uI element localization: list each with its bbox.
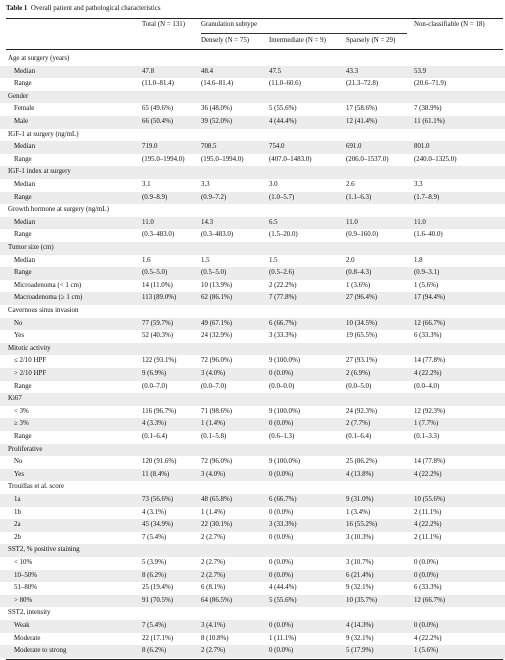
cell-total: 11 (8.4%) — [142, 470, 170, 478]
cell-intermediate: 5 (55.6%) — [269, 105, 297, 113]
cell-densely: 2 (2.7%) — [201, 571, 226, 579]
cell-total: 7 (5.4%) — [142, 533, 167, 541]
cell-total: 47.8 — [142, 67, 155, 75]
cell-densely: 24 (32.9%) — [201, 332, 233, 340]
section-label: Gender — [8, 92, 29, 100]
section-row — [0, 481, 505, 494]
cell-total: 52 (40.3%) — [142, 332, 174, 340]
cell-sparsely: (0.9–160.0) — [346, 231, 379, 239]
row-label: 2a — [14, 521, 21, 529]
cell-total: 113 (89.0%) — [142, 294, 177, 302]
table-row — [0, 66, 505, 79]
table-row — [0, 645, 505, 658]
section-row — [0, 607, 505, 620]
cell-densely: 64 (86.5%) — [201, 596, 233, 604]
cell-sparsely: 1 (3.4%) — [346, 508, 371, 516]
table-row — [0, 582, 505, 595]
cell-densely: (0.1–5.8) — [201, 433, 227, 440]
table-row — [0, 519, 505, 532]
section-label: IGF-1 index at surgery — [8, 168, 71, 176]
cell-intermediate: (1.0–5.7) — [269, 193, 295, 201]
cell-non-classifiable: 12 (66.7%) — [414, 319, 446, 327]
cell-densely: 2 (2.7%) — [201, 559, 226, 566]
cell-intermediate: 0 (0.0%) — [269, 622, 294, 629]
cell-sparsely: 9 (32.1%) — [346, 634, 374, 642]
table-row — [0, 595, 505, 608]
cell-densely: 71 (98.6%) — [201, 407, 233, 415]
cell-non-classifiable: (20.6–71.9) — [414, 80, 447, 88]
cell-intermediate: 47.5 — [269, 67, 282, 75]
cell-intermediate: 0 (0.0%) — [269, 559, 294, 566]
table-caption — [6, 5, 161, 12]
cell-total: (0.0–7.0) — [142, 382, 168, 390]
row-label: > 80% — [14, 596, 33, 604]
table-row — [0, 381, 505, 394]
cell-intermediate: 754.0 — [269, 143, 285, 151]
cell-non-classifiable: 7 (38.9%) — [414, 105, 442, 113]
cell-intermediate: (0.0–0.0) — [269, 382, 295, 390]
cell-densely: 39 (52.0%) — [201, 118, 233, 125]
cell-total: 4 (3.3%) — [142, 420, 167, 428]
cell-sparsely: 5 (17.9%) — [346, 647, 374, 655]
cell-densely: 1 (1.4%) — [201, 420, 226, 428]
section-label: Proliferative — [8, 445, 43, 453]
cell-sparsely: 9 (31.0%) — [346, 496, 374, 503]
cell-intermediate: (11.0–60.6) — [269, 80, 301, 88]
cell-densely: (195.0–1994.0) — [201, 155, 244, 163]
cell-total: 116 (96.7%) — [142, 407, 177, 415]
header-granulation-subtype: Granulation subtype — [201, 21, 258, 28]
table-row — [0, 620, 505, 633]
row-label: Median — [14, 181, 36, 188]
cell-sparsely: (0.0–5.0) — [346, 382, 372, 390]
section-row — [0, 544, 505, 557]
cell-sparsely: 25 (86.2%) — [346, 458, 378, 466]
section-row — [0, 53, 505, 66]
row-label: ≤ 2/10 HPF — [14, 357, 47, 365]
table-row — [0, 229, 505, 242]
cell-densely: 72 (96.0%) — [201, 357, 233, 365]
cell-densely: 3 (4.0%) — [201, 470, 226, 478]
cell-densely: 10 (13.9%) — [201, 281, 233, 289]
cell-sparsely: 6 (21.4%) — [346, 571, 374, 579]
row-label: Female — [14, 105, 35, 113]
row-label: Moderate to strong — [14, 647, 67, 655]
cell-total: (0.1–6.4) — [142, 433, 168, 440]
cell-total: 8 (6.2%) — [142, 571, 167, 579]
cell-sparsely: 2 (6.9%) — [346, 370, 371, 377]
cell-densely: (0.3–483.0) — [201, 231, 234, 239]
row-label: Yes — [14, 470, 25, 478]
cell-sparsely: 3 (10.3%) — [346, 533, 374, 541]
cell-sparsely: 2.6 — [346, 181, 355, 188]
cell-non-classifiable: 6 (33.3%) — [414, 584, 442, 592]
cell-total: 25 (19.4%) — [142, 584, 174, 592]
cell-densely: 62 (86.1%) — [201, 294, 233, 302]
cell-densely: 1.5 — [201, 256, 210, 264]
section-label: Growth hormone at surgery (ng/mL) — [8, 206, 109, 214]
cell-intermediate: 3 (33.3%) — [269, 332, 297, 340]
table-label: Table 1 — [6, 5, 28, 12]
cell-sparsely: 4 (13.8%) — [346, 470, 374, 478]
row-label: > 2/10 HPF — [14, 370, 47, 377]
row-label: < 3% — [14, 407, 29, 415]
table-title: Overall patient and pathological characteristics — [30, 5, 161, 12]
cell-densely: 1 (1.4%) — [201, 508, 226, 516]
cell-total: 122 (93.1%) — [142, 357, 177, 365]
cell-densely: 2 (2.7%) — [201, 647, 226, 655]
table-row — [0, 116, 505, 129]
cell-sparsely: 43.3 — [346, 67, 359, 75]
cell-non-classifiable: 11.0 — [414, 218, 426, 226]
cell-total: 5 (3.9%) — [142, 559, 167, 566]
table-row — [0, 292, 505, 305]
row-label: No — [14, 319, 23, 327]
header-intermediate: Intermediate (N = 9) — [269, 37, 326, 44]
cell-sparsely: (206.0–1537.0) — [346, 155, 389, 163]
cell-intermediate: 3.0 — [269, 181, 278, 188]
cell-intermediate: 6.5 — [269, 218, 278, 226]
table-row — [0, 355, 505, 368]
cell-non-classifiable: 3.3 — [414, 181, 423, 188]
cell-intermediate: 6 (66.7%) — [269, 319, 297, 327]
cell-intermediate: 9 (100.0%) — [269, 357, 301, 365]
cell-intermediate: 4 (44.4%) — [269, 584, 297, 592]
row-label: Weak — [14, 622, 30, 629]
cell-densely: 49 (67.1%) — [201, 319, 233, 327]
cell-total: 14 (11.0%) — [142, 281, 173, 289]
section-label: SST2, % positive staining — [8, 546, 80, 554]
row-label: Range — [14, 269, 32, 277]
cell-intermediate: 0 (0.0%) — [269, 647, 294, 655]
cell-total: (0.5–5.0) — [142, 269, 168, 277]
header-densely: Densely (N = 75) — [201, 37, 250, 44]
section-label: Tumor size (cm) — [8, 244, 54, 251]
cell-densely: 48 (65.8%) — [201, 496, 233, 503]
cell-total: 4 (3.1%) — [142, 508, 167, 516]
cell-total: (195.0–1994.0) — [142, 155, 185, 163]
section-label: Cavernous sinus invasion — [8, 307, 79, 314]
cell-non-classifiable: 10 (55.6%) — [414, 496, 446, 503]
cell-total: 65 (49.6%) — [142, 105, 174, 113]
cell-sparsely: 27 (96.4%) — [346, 294, 378, 302]
cell-non-classifiable: 11 (61.1%) — [414, 118, 445, 125]
cell-intermediate: 9 (100.0%) — [269, 458, 301, 466]
cell-non-classifiable: (0.9–3.1) — [414, 269, 440, 277]
section-row — [0, 242, 505, 255]
cell-intermediate: 7 (77.8%) — [269, 294, 297, 302]
cell-sparsely: (21.3–72.8) — [346, 80, 379, 88]
row-label: Median — [14, 143, 36, 151]
cell-densely: 36 (48.0%) — [201, 105, 233, 113]
cell-non-classifiable: 4 (22.2%) — [414, 470, 442, 478]
section-label: Trouillas et al. score — [8, 483, 65, 491]
row-label: 10–50% — [14, 571, 37, 579]
header-rule — [6, 49, 503, 50]
cell-non-classifiable: 4 (22.2%) — [414, 370, 442, 377]
cell-sparsely: 691.0 — [346, 143, 362, 151]
table-row — [0, 78, 505, 91]
section-row — [0, 166, 505, 179]
cell-intermediate: 3 (33.3%) — [269, 521, 297, 529]
row-label: Moderate — [14, 634, 41, 642]
row-label: Range — [14, 231, 32, 239]
table-row — [0, 418, 505, 431]
cell-intermediate: 4 (44.4%) — [269, 118, 297, 125]
row-label: Range — [14, 193, 32, 201]
cell-sparsely: (0.8–4.3) — [346, 269, 372, 277]
cell-intermediate: (0.5–2.6) — [269, 269, 295, 277]
cell-intermediate: (407.0–1483.0) — [269, 155, 312, 163]
cell-densely: 14.3 — [201, 218, 214, 226]
table-row — [0, 154, 505, 167]
cell-non-classifiable: 12 (66.7%) — [414, 596, 446, 604]
cell-total: 9 (6.9%) — [142, 370, 167, 377]
header-non-classifiable: Non-classifiable (N = 18) — [414, 21, 485, 28]
cell-intermediate: 0 (0.0%) — [269, 571, 294, 579]
cell-intermediate: (0.6–1.3) — [269, 433, 295, 440]
table-row — [0, 557, 505, 570]
row-label: Male — [14, 118, 29, 125]
cell-sparsely: 3 (10.7%) — [346, 559, 374, 566]
row-label: Microadenoma (< 1 cm) — [14, 281, 82, 289]
cell-sparsely: 10 (34.5%) — [346, 319, 378, 327]
cell-densely: 6 (8.1%) — [201, 584, 226, 592]
row-label: Median — [14, 67, 36, 75]
section-label: SST2, intensity — [8, 609, 51, 617]
row-label: Range — [14, 155, 32, 163]
cell-intermediate: (1.5–20.0) — [269, 231, 298, 239]
cell-non-classifiable: 1 (5.6%) — [414, 647, 439, 655]
table-row — [0, 633, 505, 646]
section-row — [0, 305, 505, 318]
table-row — [0, 456, 505, 469]
row-label: Yes — [14, 332, 25, 340]
section-row — [0, 393, 505, 406]
row-label: 51–80% — [14, 584, 37, 592]
cell-non-classifiable: 801.0 — [414, 143, 430, 151]
table-row — [0, 318, 505, 331]
cell-sparsely: 4 (14.3%) — [346, 622, 374, 629]
row-label: No — [14, 458, 23, 466]
cell-total: (0.3–483.0) — [142, 231, 175, 239]
cell-densely: 2 (2.7%) — [201, 533, 226, 541]
cell-non-classifiable: 14 (77.8%) — [414, 458, 446, 466]
table-row — [0, 570, 505, 583]
cell-total: 1.6 — [142, 256, 151, 264]
cell-densely: 3 (4.1%) — [201, 622, 226, 629]
cell-total: 11.0 — [142, 218, 154, 226]
cell-intermediate: 5 (55.6%) — [269, 596, 297, 604]
cell-sparsely: 17 (58.6%) — [346, 105, 378, 113]
cell-sparsely: 2 (7.7%) — [346, 420, 371, 428]
cell-non-classifiable: 2 (11.1%) — [414, 533, 442, 541]
cell-sparsely: 12 (41.4%) — [346, 118, 378, 125]
cell-non-classifiable: 53.9 — [414, 67, 427, 75]
cell-intermediate: 0 (0.0%) — [269, 420, 294, 428]
cell-non-classifiable: 4 (22.2%) — [414, 521, 442, 529]
cell-non-classifiable: 0 (0.0%) — [414, 559, 439, 566]
cell-total: 22 (17.1%) — [142, 634, 174, 642]
cell-densely: 48.4 — [201, 67, 214, 75]
table-row — [0, 267, 505, 280]
table-row — [0, 368, 505, 381]
cell-non-classifiable: 0 (0.0%) — [414, 622, 439, 629]
cell-intermediate: 0 (0.0%) — [269, 533, 294, 541]
cell-sparsely: 11.0 — [346, 218, 358, 226]
cell-non-classifiable: 17 (94.4%) — [414, 294, 446, 302]
row-label: Median — [14, 218, 36, 226]
cell-total: 719.0 — [142, 143, 158, 151]
cell-densely: 708.5 — [201, 143, 217, 151]
cell-non-classifiable: 14 (77.8%) — [414, 357, 446, 365]
header-sparsely: Sparsely (N = 29) — [346, 37, 396, 44]
cell-non-classifiable: 1.8 — [414, 256, 423, 264]
cell-total: 3.1 — [142, 181, 151, 188]
cell-densely: 8 (10.8%) — [201, 634, 229, 642]
section-row — [0, 444, 505, 457]
cell-non-classifiable: 6 (33.3%) — [414, 332, 442, 340]
cell-sparsely: 9 (32.1%) — [346, 584, 374, 592]
cell-total: (0.9–8.9) — [142, 193, 168, 201]
table-row — [0, 103, 505, 116]
row-label: ≥ 3% — [14, 420, 29, 428]
section-label: Ki67 — [8, 395, 22, 403]
cell-total: 7 (5.4%) — [142, 622, 167, 629]
cell-sparsely: 10 (35.7%) — [346, 596, 378, 604]
cell-densely: 3.3 — [201, 181, 210, 188]
cell-non-classifiable: 1 (5.6%) — [414, 281, 439, 289]
cell-sparsely: 27 (93.1%) — [346, 357, 378, 365]
cell-non-classifiable: (1.7–8.9) — [414, 193, 440, 201]
cell-non-classifiable: (1.6–40.0) — [414, 231, 443, 239]
section-row — [0, 129, 505, 142]
cell-total: 120 (91.6%) — [142, 458, 177, 466]
cell-non-classifiable: 4 (22.2%) — [414, 634, 442, 642]
table-row — [0, 532, 505, 545]
cell-total: 91 (70.5%) — [142, 596, 174, 604]
table-row — [0, 179, 505, 192]
cell-non-classifiable: (0.0–4.0) — [414, 382, 440, 390]
cell-non-classifiable: 0 (0.0%) — [414, 571, 439, 579]
cell-sparsely: 1 (3.6%) — [346, 281, 371, 289]
row-label: Median — [14, 256, 36, 264]
table-row — [0, 255, 505, 268]
cell-non-classifiable: 1 (7.7%) — [414, 420, 439, 428]
row-label: 2b — [14, 533, 21, 541]
cell-total: (11.0–81.4) — [142, 80, 174, 88]
row-label: 1b — [14, 508, 21, 516]
table-row — [0, 507, 505, 520]
cell-densely: (0.0–7.0) — [201, 382, 227, 390]
cell-densely: 22 (30.1%) — [201, 521, 233, 529]
cell-densely: 72 (96.0%) — [201, 458, 233, 466]
cell-intermediate: 0 (0.0%) — [269, 370, 294, 377]
cell-sparsely: 2.0 — [346, 256, 355, 264]
cell-densely: (0.5–5.0) — [201, 269, 227, 277]
section-row — [0, 343, 505, 356]
cell-non-classifiable: 2 (11.1%) — [414, 508, 442, 516]
row-label: Range — [14, 433, 32, 440]
cell-total: 73 (56.6%) — [142, 496, 174, 503]
section-label: IGF-1 at surgery (ng/mL) — [8, 130, 79, 138]
row-label: < 10% — [14, 559, 33, 566]
cell-densely: (14.6–81.4) — [201, 80, 234, 88]
row-label: Range — [14, 382, 32, 390]
table-row — [0, 330, 505, 343]
row-label: 1a — [14, 496, 21, 503]
cell-total: 66 (50.4%) — [142, 118, 174, 125]
cell-sparsely: (0.1–6.4) — [346, 433, 372, 440]
cell-total: 77 (59.7%) — [142, 319, 174, 327]
cell-intermediate: 2 (22.2%) — [269, 281, 297, 289]
cell-non-classifiable: 12 (92.3%) — [414, 407, 446, 415]
table-row — [0, 494, 505, 507]
cell-intermediate: 0 (0.0%) — [269, 508, 294, 516]
top-rule — [6, 18, 503, 19]
table-row — [0, 431, 505, 444]
cell-sparsely: 24 (92.3%) — [346, 407, 378, 415]
cell-sparsely: 16 (55.2%) — [346, 521, 378, 529]
table-row — [0, 192, 505, 205]
table-row — [0, 280, 505, 293]
cell-non-classifiable: (240.0–1325.0) — [414, 155, 457, 163]
cell-total: 45 (34.9%) — [142, 521, 174, 529]
table-row — [0, 141, 505, 154]
table-row — [0, 217, 505, 230]
section-row — [0, 91, 505, 104]
cell-densely: 3 (4.0%) — [201, 370, 226, 377]
section-label: Mitotic activity — [8, 344, 51, 352]
table-row — [0, 469, 505, 482]
cell-non-classifiable: (0.1–3.3) — [414, 433, 440, 440]
header-total: Total (N = 131) — [142, 21, 186, 28]
cell-sparsely: 19 (65.5%) — [346, 332, 378, 340]
cell-intermediate: 9 (100.0%) — [269, 407, 301, 415]
cell-densely: (0.9–7.2) — [201, 193, 227, 201]
cell-intermediate: 6 (66.7%) — [269, 496, 297, 503]
table-row — [0, 406, 505, 419]
cell-intermediate: 1.5 — [269, 256, 278, 264]
cell-intermediate: 0 (0.0%) — [269, 470, 294, 478]
cell-total: 8 (6.2%) — [142, 647, 167, 655]
row-label: Macroadenoma (≥ 1 cm) — [14, 294, 83, 302]
row-label: Range — [14, 80, 32, 88]
cell-sparsely: (1.1–6.3) — [346, 193, 372, 201]
section-label: Age at surgery (years) — [8, 55, 70, 62]
subtype-underline — [201, 33, 407, 34]
section-row — [0, 204, 505, 217]
cell-intermediate: 1 (11.1%) — [269, 634, 297, 642]
